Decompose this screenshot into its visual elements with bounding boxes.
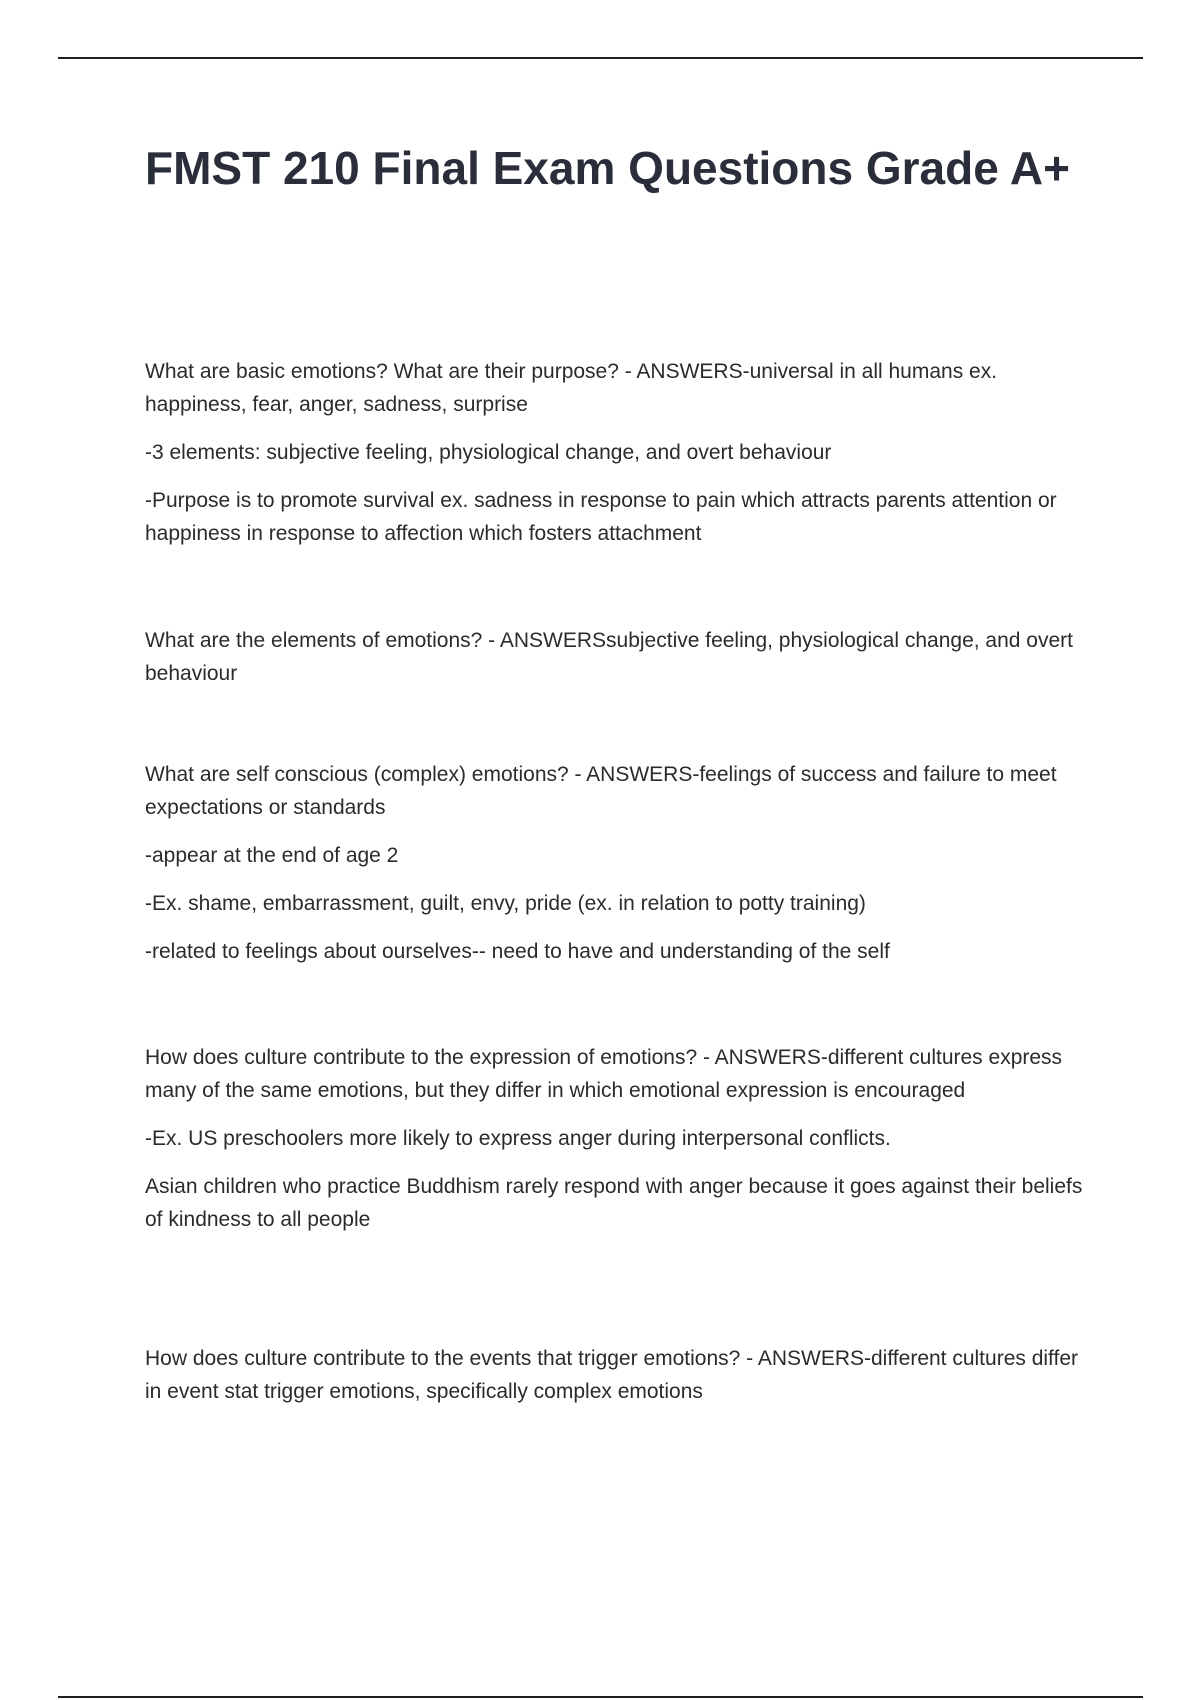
qa-paragraph: -related to feelings about ourselves-- need to have and understanding of the self bbox=[145, 940, 890, 963]
qa-paragraph: -appear at the end of age 2 bbox=[145, 844, 399, 867]
qa-block-culture-triggers bbox=[145, 1342, 1095, 1423]
qa-block-self-conscious-emotions bbox=[145, 758, 1095, 983]
qa-paragraph: What are the elements of emotions? - ANSWERSsubjective feeling, physiological change, and overt behaviour bbox=[145, 629, 1073, 685]
qa-block-basic-emotions bbox=[145, 355, 1095, 565]
qa-paragraph: -Ex. shame, embarrassment, guilt, envy, pride (ex. in relation to potty training) bbox=[145, 892, 866, 915]
qa-paragraph: How does culture contribute to the events that trigger emotions? - ANSWERS-different cultures differ in event stat trigger emotions, specifically complex emotions bbox=[145, 1347, 1079, 1403]
qa-paragraph: -Purpose is to promote survival ex. sadness in response to pain which attracts parents attention or happiness in response to affection which fosters attachment bbox=[145, 489, 1057, 545]
qa-block-elements-of-emotions bbox=[145, 624, 1095, 705]
qa-paragraph: How does culture contribute to the expression of emotions? - ANSWERS-different cultures express many of the same emotions, but they differ in which emotional expression is encouraged bbox=[145, 1046, 1063, 1102]
qa-paragraph: What are basic emotions? What are their purpose? - ANSWERS-universal in all humans ex. happiness, fear, anger, sadness, surprise bbox=[145, 360, 998, 416]
document-title: FMST 210 Final Exam Questions Grade A+ bbox=[145, 142, 1070, 194]
bottom-divider bbox=[58, 1696, 1143, 1698]
qa-paragraph: What are self conscious (complex) emotions? - ANSWERS-feelings of success and failure to meet expectations or standards bbox=[145, 763, 1057, 819]
qa-paragraph: -Ex. US preschoolers more likely to express anger during interpersonal conflicts. bbox=[145, 1127, 891, 1150]
qa-paragraph: -3 elements: subjective feeling, physiological change, and overt behaviour bbox=[145, 441, 832, 464]
qa-block-culture-expression bbox=[145, 1041, 1095, 1251]
top-divider bbox=[58, 57, 1143, 59]
qa-paragraph: Asian children who practice Buddhism rarely respond with anger because it goes against their beliefs of kindness to all people bbox=[145, 1175, 1083, 1231]
